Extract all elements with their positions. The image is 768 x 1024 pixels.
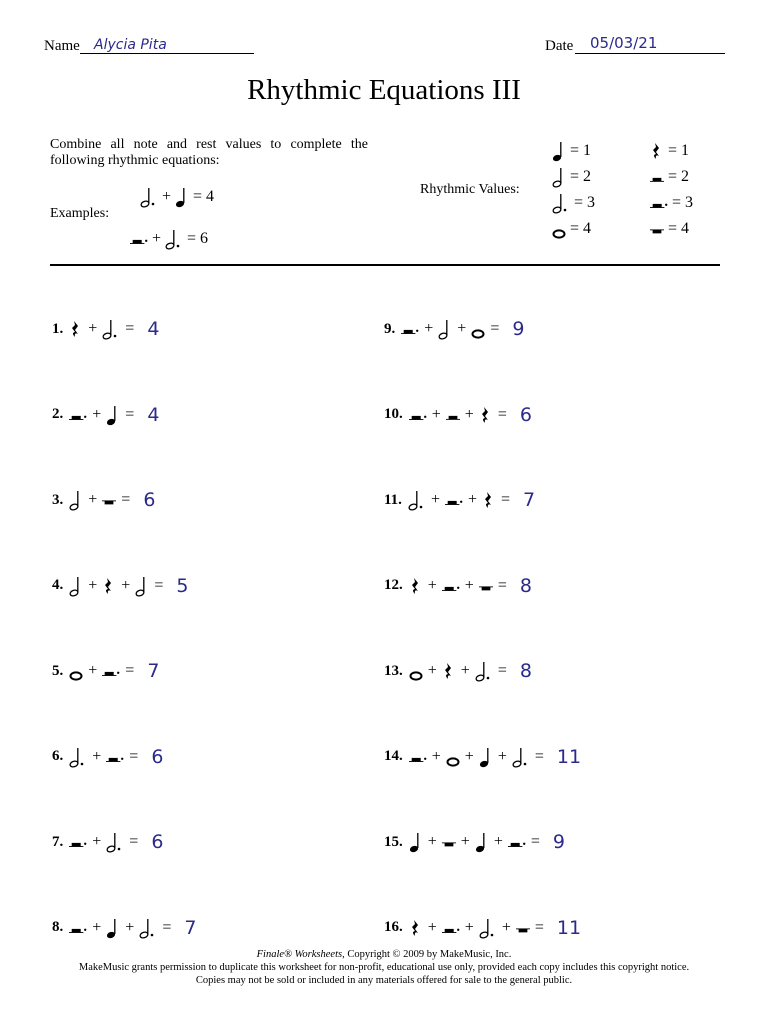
- question-number: 5.: [52, 662, 64, 679]
- question-number: 2.: [52, 406, 64, 422]
- plus-sign: +: [431, 405, 441, 423]
- whole-rest-icon: [479, 575, 493, 597]
- answer: 8: [519, 660, 532, 682]
- quarter-rest-icon: [102, 575, 116, 597]
- question-row: [384, 742, 581, 772]
- question-row: [52, 656, 159, 686]
- plus-sign: +: [427, 918, 437, 936]
- answer: 6: [151, 745, 164, 768]
- question-number: 4.: [52, 577, 64, 593]
- question-row: [384, 656, 532, 686]
- name-label: Name: [44, 38, 80, 54]
- question-row: [384, 314, 524, 344]
- plus-sign: =: [121, 491, 131, 508]
- half-note-icon: [69, 489, 83, 511]
- divider: [50, 264, 720, 266]
- answer: 6: [151, 831, 164, 853]
- name-underline: [80, 53, 254, 54]
- rhythmic-value-row: [650, 218, 689, 240]
- date-label: Date: [545, 38, 574, 54]
- dotted-half-note-icon: [475, 660, 493, 682]
- rhythmic-value: = 2: [668, 168, 690, 185]
- plus-sign: +: [430, 491, 440, 508]
- dotted-half-rest-icon: [69, 917, 87, 939]
- answer: 11: [556, 916, 582, 939]
- whole-note-icon: [69, 660, 83, 682]
- whole-rest-icon: [650, 218, 664, 240]
- plus-sign: =: [490, 320, 500, 337]
- rhythmic-value: = 4: [668, 220, 690, 237]
- question-number: 11.: [384, 491, 402, 508]
- answer: 9: [512, 318, 525, 340]
- question-row: [384, 827, 565, 857]
- question-number: 15.: [384, 833, 403, 850]
- quarter-rest-icon: [479, 404, 493, 426]
- instructions: Combine all note and rest values to complete the following rhythmic equations:: [50, 137, 368, 168]
- question-row: [384, 571, 532, 601]
- plus-sign: =: [501, 491, 511, 508]
- plus-sign: =: [534, 747, 544, 765]
- plus-sign: +: [92, 747, 102, 765]
- question-row: [52, 400, 159, 430]
- whole-rest-icon: [102, 489, 116, 511]
- quarter-note-icon: [479, 746, 493, 768]
- plus-sign: +: [88, 320, 98, 337]
- dotted-half-note-icon: [139, 917, 157, 939]
- plus-sign: +: [92, 405, 102, 423]
- name-value: Alycia Pita: [94, 37, 167, 53]
- plus-sign: +: [501, 918, 511, 936]
- question-row: [52, 913, 196, 943]
- example-result: = 6: [187, 230, 209, 247]
- rhythmic-value: = 3: [574, 194, 596, 211]
- question-row: [52, 571, 188, 601]
- footer-restriction: Copies may not be sold or included in any materials offered for sale to the general public.: [195, 975, 573, 986]
- question-number: 8.: [52, 919, 64, 935]
- rhythmic-value: = 1: [668, 142, 690, 159]
- quarter-rest-icon: [69, 318, 83, 340]
- quarter-note-icon: [475, 831, 489, 853]
- plus-sign: +: [427, 576, 437, 594]
- question-number: 3.: [52, 491, 64, 508]
- answer: 6: [143, 489, 156, 511]
- half-note-icon: [552, 166, 566, 188]
- dotted-half-note-icon: [552, 192, 570, 214]
- rhythmic-value-row: [552, 140, 591, 162]
- plus-sign: +: [464, 747, 474, 765]
- dotted-half-rest-icon: [442, 917, 460, 939]
- answer: 4: [147, 318, 160, 340]
- dotted-half-rest-icon: [130, 228, 148, 250]
- plus-sign: +: [92, 833, 102, 850]
- example-row: [140, 186, 214, 208]
- plus-sign: =: [154, 576, 164, 594]
- plus-sign: +: [88, 491, 98, 508]
- half-note-icon: [69, 575, 83, 597]
- plus-sign: =: [129, 747, 139, 765]
- question-row: [52, 485, 155, 515]
- plus-sign: =: [162, 918, 172, 936]
- whole-note-icon: [409, 660, 423, 682]
- footer-permission: MakeMusic grants permission to duplicate this worksheet for non-profit, educational use only, provided each copy includes this copyright notice.: [78, 962, 690, 973]
- answer: 7: [184, 916, 197, 939]
- question-number: 7.: [52, 833, 64, 850]
- plus-sign: +: [427, 662, 437, 679]
- dotted-half-rest-icon: [102, 660, 120, 682]
- rhythmic-value-row: [650, 166, 689, 188]
- question-number: 16.: [384, 919, 403, 935]
- rhythmic-value-row: [552, 218, 591, 240]
- quarter-rest-icon: [409, 575, 423, 597]
- plus-sign: =: [125, 405, 135, 423]
- whole-note-icon: [471, 318, 485, 340]
- plus-sign: =: [125, 662, 135, 679]
- quarter-rest-icon: [442, 660, 456, 682]
- question-row: [52, 314, 159, 344]
- rhythmic-value-row: [552, 166, 591, 188]
- question-row: [384, 913, 581, 943]
- whole-rest-icon: [516, 917, 530, 939]
- answer: 4: [147, 403, 160, 426]
- question-number: 10.: [384, 406, 403, 422]
- rhythmic-values-label: Rhythmic Values:: [420, 182, 520, 197]
- quarter-note-icon: [409, 831, 423, 853]
- plus-sign: +: [460, 662, 470, 679]
- question-row: [384, 485, 535, 515]
- plus-sign: =: [125, 320, 135, 337]
- quarter-rest-icon: [650, 140, 664, 162]
- rhythmic-value-row: [650, 192, 693, 214]
- plus-sign: +: [121, 576, 131, 594]
- dotted-half-rest-icon: [69, 831, 87, 853]
- question-row: [52, 742, 163, 772]
- dotted-half-note-icon: [479, 917, 497, 939]
- plus-sign: +: [497, 747, 507, 765]
- dotted-half-note-icon: [106, 831, 124, 853]
- plus-sign: +: [464, 405, 474, 423]
- half-rest-icon: [446, 404, 460, 426]
- plus-sign: +: [424, 320, 434, 337]
- answer: 5: [176, 574, 189, 597]
- footer-copyright: , Copyright © 2009 by MakeMusic, Inc.: [342, 949, 512, 960]
- plus-sign: +: [460, 833, 470, 850]
- quarter-note-icon: [106, 917, 120, 939]
- rhythmic-value: = 3: [672, 194, 694, 211]
- plus-sign: =: [129, 833, 139, 850]
- question-row: [384, 400, 532, 430]
- question-number: 6.: [52, 748, 64, 764]
- plus-sign: +: [467, 491, 477, 508]
- plus-sign: +: [464, 918, 474, 936]
- answer: 9: [552, 831, 565, 853]
- dotted-half-note-icon: [408, 489, 426, 511]
- dotted-half-rest-icon: [69, 404, 87, 426]
- plus-sign: +: [152, 230, 162, 247]
- dotted-half-rest-icon: [442, 575, 460, 597]
- question-number: 12.: [384, 577, 403, 593]
- dotted-half-rest-icon: [409, 404, 427, 426]
- dotted-half-rest-icon: [409, 746, 427, 768]
- quarter-note-icon: [552, 140, 566, 162]
- half-rest-icon: [650, 166, 664, 188]
- question-number: 1.: [52, 320, 64, 337]
- dotted-half-note-icon: [69, 746, 87, 768]
- plus-sign: +: [88, 662, 98, 679]
- dotted-half-note-icon: [102, 318, 120, 340]
- date-value: 05/03/21: [590, 34, 658, 52]
- rhythmic-value-row: [552, 192, 595, 214]
- quarter-note-icon: [106, 404, 120, 426]
- dotted-half-rest-icon: [445, 489, 463, 511]
- examples-label: Examples:: [50, 206, 110, 221]
- dotted-half-rest-icon: [650, 192, 668, 214]
- copyright-footer: [0, 948, 768, 987]
- answer: 7: [523, 489, 536, 511]
- dotted-half-note-icon: [512, 746, 530, 768]
- whole-note-icon: [552, 218, 566, 240]
- half-note-icon: [135, 575, 149, 597]
- plus-sign: =: [497, 662, 507, 679]
- half-note-icon: [438, 318, 452, 340]
- dotted-half-note-icon: [140, 186, 158, 208]
- question-number: 9.: [384, 320, 396, 337]
- plus-sign: +: [92, 918, 102, 936]
- date-underline: [575, 53, 725, 54]
- example-result: = 4: [193, 188, 215, 205]
- footer-brand: Finale® Worksheets: [256, 949, 343, 960]
- plus-sign: +: [427, 833, 437, 850]
- rhythmic-value: = 4: [570, 220, 592, 237]
- question-number: 14.: [384, 748, 403, 764]
- plus-sign: +: [88, 576, 98, 594]
- plus-sign: +: [464, 576, 474, 594]
- dotted-half-note-icon: [165, 228, 183, 250]
- plus-sign: +: [162, 188, 172, 205]
- plus-sign: +: [457, 320, 467, 337]
- answer: 11: [556, 745, 582, 768]
- rhythmic-value: = 1: [570, 142, 592, 159]
- answer: 8: [519, 574, 532, 597]
- quarter-note-icon: [175, 186, 189, 208]
- whole-rest-icon: [442, 831, 456, 853]
- answer: 6: [519, 403, 532, 426]
- plus-sign: =: [534, 918, 544, 936]
- plus-sign: +: [493, 833, 503, 850]
- dotted-half-rest-icon: [401, 318, 419, 340]
- quarter-rest-icon: [482, 489, 496, 511]
- answer: 7: [147, 660, 160, 682]
- example-row: [130, 228, 208, 250]
- rhythmic-value-row: [650, 140, 689, 162]
- dotted-half-rest-icon: [106, 746, 124, 768]
- plus-sign: =: [497, 576, 507, 594]
- plus-sign: =: [497, 405, 507, 423]
- dotted-half-rest-icon: [508, 831, 526, 853]
- plus-sign: =: [530, 833, 540, 850]
- question-number: 13.: [384, 662, 403, 679]
- question-row: [52, 827, 163, 857]
- plus-sign: +: [125, 918, 135, 936]
- plus-sign: +: [431, 747, 441, 765]
- rhythmic-value: = 2: [570, 168, 592, 185]
- whole-note-icon: [446, 746, 460, 768]
- quarter-rest-icon: [409, 917, 423, 939]
- page-title: Rhythmic Equations III: [247, 74, 521, 106]
